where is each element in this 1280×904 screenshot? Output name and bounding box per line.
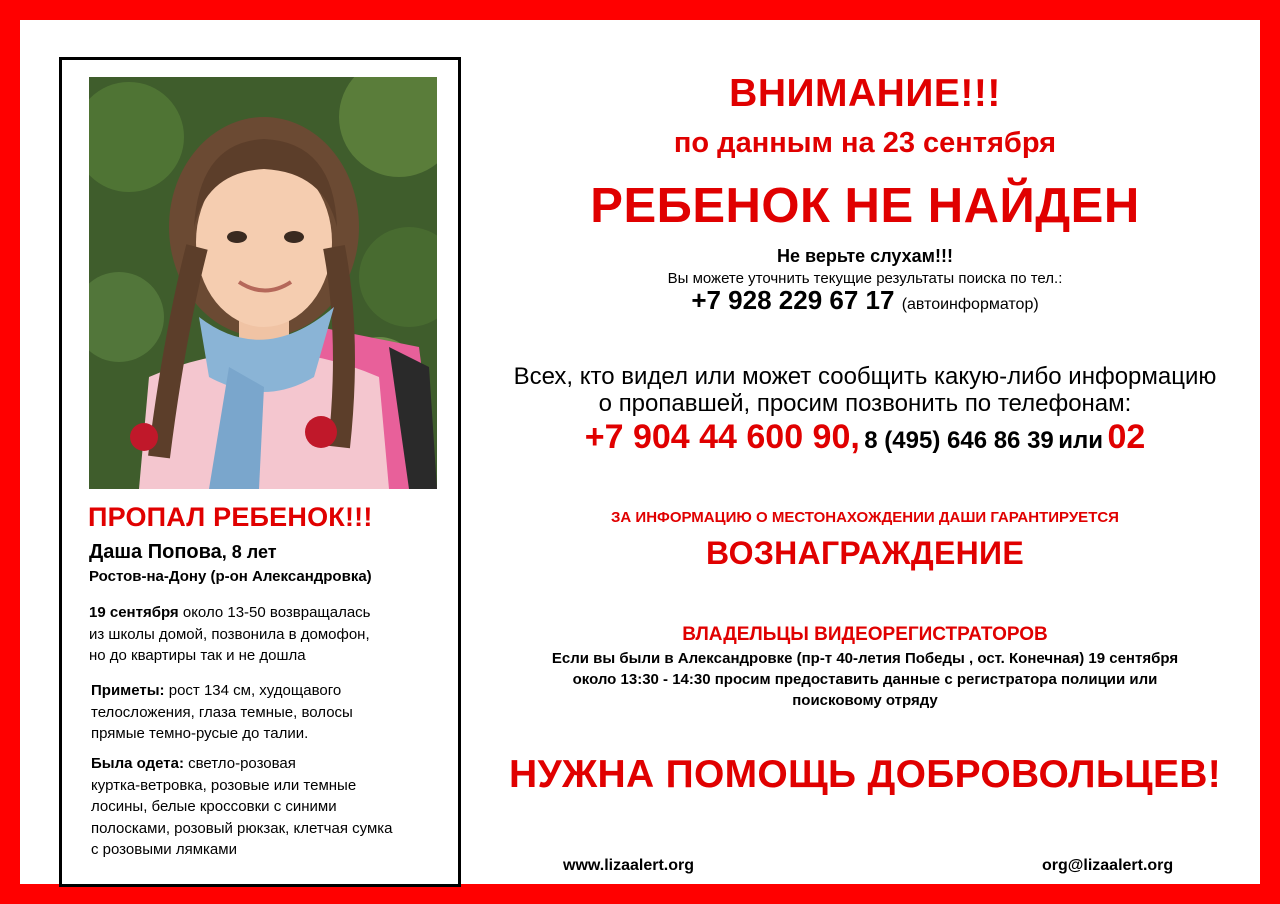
clothes-line-2: куртка-ветровка, розовые или темные [91, 776, 357, 794]
reward-heading: ВОЗНАГРАЖДЕНИЕ [706, 535, 1024, 571]
circumstances-paragraph [89, 602, 449, 667]
child-photo [89, 77, 437, 489]
main-phone[interactable]: +7 904 44 600 90, [584, 418, 860, 456]
clothes-label: Была одета: [91, 755, 184, 772]
circumstances-line-3: но до квартиры так и не дошла [89, 647, 306, 664]
child-photo-illustration [89, 77, 437, 489]
not-found-heading: РЕБЕНОК НЕ НАЙДЕН [590, 179, 1140, 233]
no-rumors-text: Не верьте слухам!!! [777, 246, 953, 266]
signs-label: Приметы: [91, 682, 165, 699]
volunteers-heading: НУЖНА ПОМОЩЬ ДОБРОВОЛЬЦЕВ! [508, 753, 1222, 796]
signs-paragraph [91, 680, 451, 745]
circumstances-line-2: из школы домой, позвонила в домофон, [89, 625, 370, 643]
dvr-owners-heading: ВЛАДЕЛЬЦЫ ВИДЕОРЕГИСТРАТОРОВ [682, 624, 1048, 645]
clarify-text: Вы можете уточнить текущие результаты поиска по тел.: [667, 270, 1063, 287]
info-phone-note: (автоинформатор) [901, 296, 1039, 313]
dvr-line-1: Если вы были в Александровке (пр-т 40-летия Победы , ост. Конечная) 19 сентября [551, 650, 1179, 667]
child-city: Ростов-на-Дону (р-он Александровка) [89, 568, 372, 585]
info-phone-number[interactable]: +7 928 229 67 17 [691, 285, 895, 315]
second-phone[interactable]: 8 (495) 646 86 39 [864, 427, 1054, 454]
signs-line-1: рост 134 см, худощавого [164, 682, 342, 699]
child-name-line [89, 541, 449, 564]
appeal-text [465, 363, 1265, 417]
contact-phones [465, 418, 1265, 457]
circumstances-line-1: около 13-50 возвращалась [178, 604, 371, 621]
phone-or-word: или [1058, 427, 1103, 454]
missing-child-heading: ПРОПАЛ РЕБЕНОК!!! [88, 502, 373, 532]
clothes-line-4: полосками, розовый рюкзак, клетчая сумка [91, 819, 393, 837]
clothes-line-1: светло-розовая [183, 755, 296, 772]
dvr-line-2: около 13:30 - 14:30 просим предоставить данные с регистратора полиции или [572, 671, 1158, 688]
circumstances-date: 19 сентября [89, 604, 179, 621]
missing-child-card [59, 57, 461, 887]
attention-heading: ВНИМАНИЕ!!! [729, 72, 1001, 115]
police-phone[interactable]: 02 [1107, 418, 1146, 456]
clothes-line-3: лосины, белые кроссовки с синими [91, 798, 337, 815]
signs-line-2: телосложения, глаза темные, волосы [91, 703, 353, 721]
clothes-paragraph [91, 753, 451, 861]
as-of-date: по данным на 23 сентября [673, 127, 1057, 159]
child-age: , 8 лет [221, 542, 277, 562]
reward-note: ЗА ИНФОРМАЦИЮ О МЕСТОНАХОЖДЕНИИ ДАШИ ГАРАНТИРУЕТСЯ [611, 509, 1119, 526]
dvr-owners-text [465, 648, 1265, 711]
appeal-line-1: Всех, кто видел или может сообщить какую-либо информацию [513, 363, 1217, 390]
signs-line-3: прямые темно-русые до талии. [91, 725, 309, 742]
child-name: Даша Попова [89, 541, 222, 563]
website-link[interactable]: www.lizaalert.org [563, 857, 694, 874]
email-link[interactable]: org@lizaalert.org [1042, 857, 1174, 874]
clothes-line-5: с розовыми лямками [91, 841, 237, 858]
info-phone-line [465, 285, 1265, 316]
appeal-line-2: о пропавшей, просим позвонить по телефонам: [598, 390, 1132, 417]
dvr-line-3: поисковому отряду [792, 692, 938, 709]
